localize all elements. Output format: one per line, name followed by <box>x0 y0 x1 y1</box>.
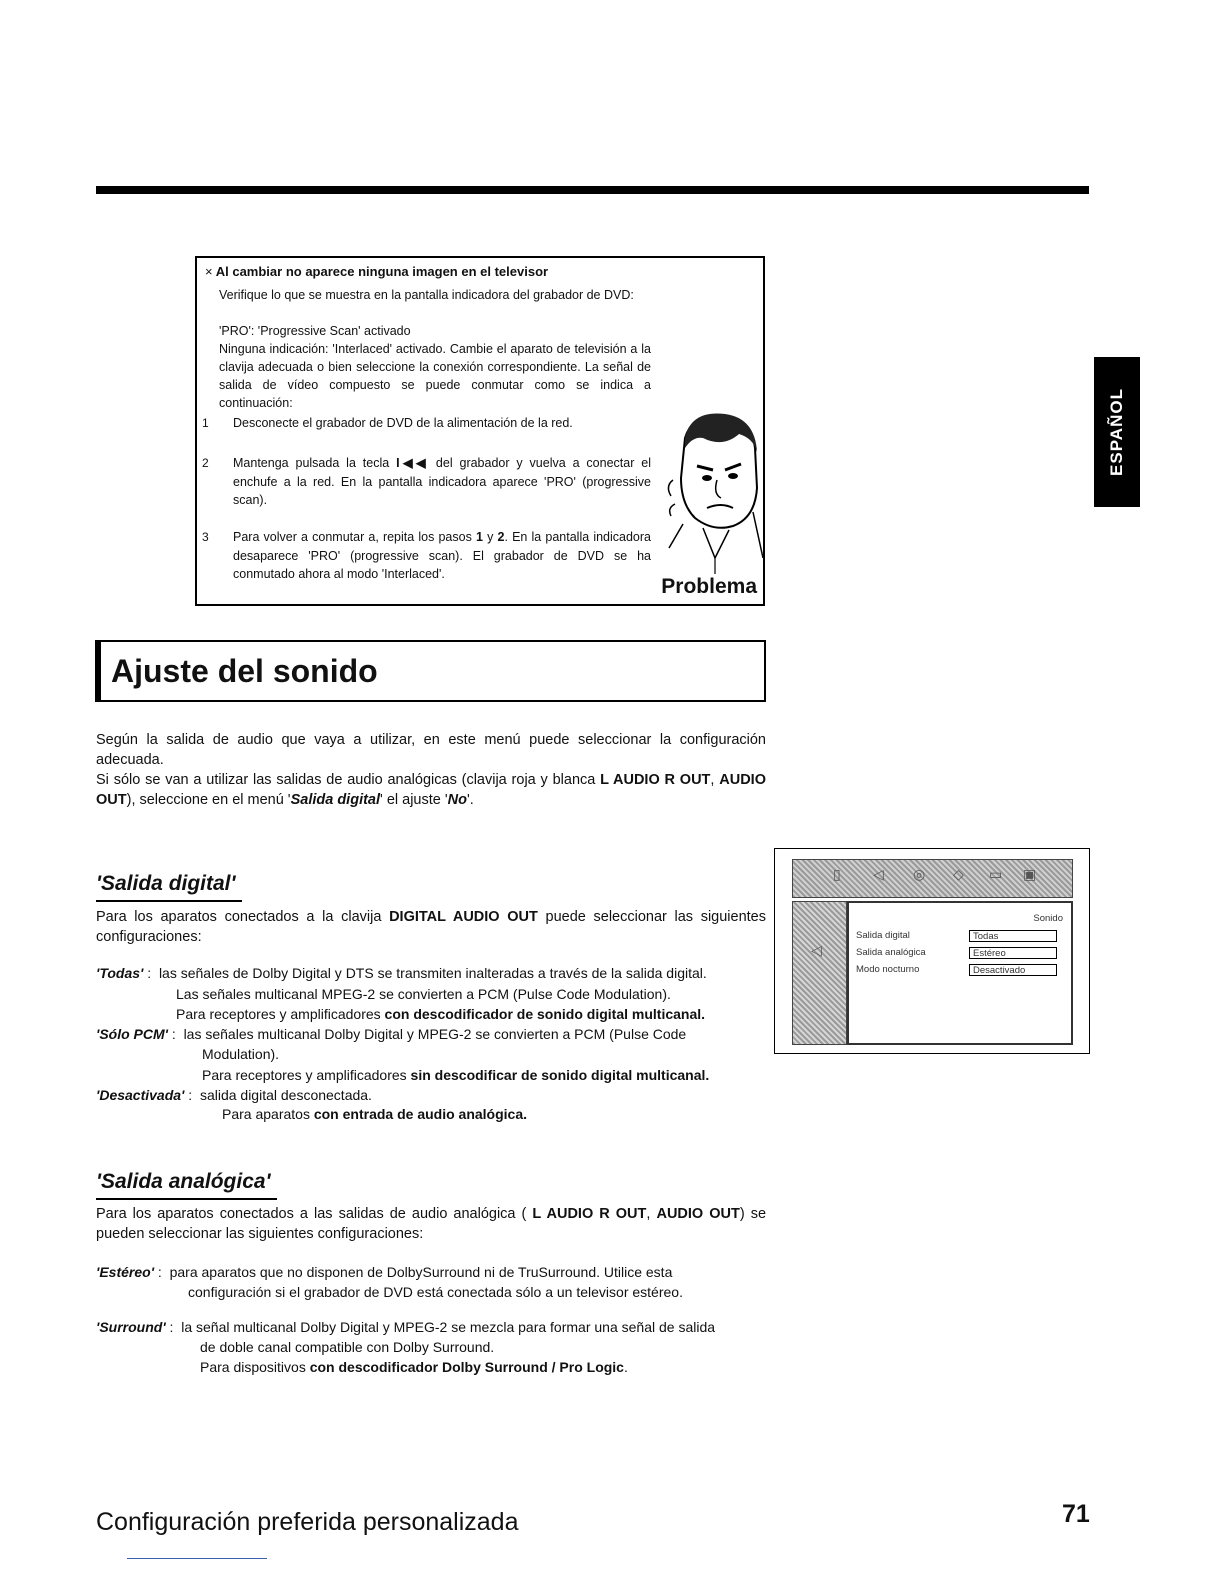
intro-paragraph-2: Si sólo se van a utilizar las salidas de audio analógicas (clavija roja y blanca L AUDIO R OUT, AUDIO OUT), seleccione en el menú 'Salida digital' el ajuste 'No'. <box>96 772 766 808</box>
features-icon: ◇ <box>953 866 964 882</box>
osd-row-label: Salida digital <box>856 930 910 941</box>
option-solo-pcm: 'Sólo PCM' : las señales multicanal Dolby Digital y MPEG-2 se convierten a PCM (Pulse Code <box>96 1026 687 1042</box>
analog-heading-rule <box>96 1198 277 1200</box>
option-desactivada: 'Desactivada' : salida digital desconectada. <box>96 1087 372 1103</box>
osd-screen-figure <box>774 848 1090 1054</box>
digital-heading: 'Salida digital' <box>96 872 236 895</box>
setup-icon: ▣ <box>1023 866 1037 882</box>
osd-menu-bar <box>792 859 1073 898</box>
osd-row-value: Desactivado <box>969 964 1057 976</box>
analog-heading: 'Salida analógica' <box>96 1170 271 1193</box>
option-pcm-line-3: Para receptores y amplificadores sin descodificar de sonido digital multicanal. <box>202 1067 710 1083</box>
problem-line-3: Ninguna indicación: 'Interlaced' activado. Cambie el aparato de televisión a la clavija adecuada o bien seleccione la conexión correspondiente. La señal de salida de vídeo compuesto se puede conmutar como se indica a continuación: <box>219 342 651 410</box>
problem-label: Problema <box>661 575 757 598</box>
footer-underline <box>127 1558 267 1559</box>
option-estereo: 'Estéreo' : para aparatos que no disponen de DolbySurround ni de TruSurround. Utilice esta <box>96 1264 673 1280</box>
option-surround: 'Surround' : la señal multicanal Dolby Digital y MPEG-2 se mezcla para formar una señal de salida <box>96 1319 716 1335</box>
footer-title: Configuración preferida personalizada <box>96 1508 519 1536</box>
option-desactivada-line-2: Para aparatos con entrada de audio analógica. <box>222 1106 528 1122</box>
picture-icon: ▯ <box>833 866 841 882</box>
problem-line-2: 'PRO': 'Progressive Scan' activado <box>219 324 411 338</box>
step-3-text: Para volver a conmutar a, repita los pasos 1 y 2. En la pantalla indicadora desaparece 'PRO' (progressive scan). El grabador de DVD se ha conmutado ahora al modo 'Interlaced'. <box>233 530 651 581</box>
step-2-text: Mantenga pulsada la tecla I◀◀ del grabador y vuelva a conectar el enchufe a la red. En la pantalla indicadora aparece 'PRO' (progressive scan). <box>233 456 651 507</box>
step-number: 2 <box>202 456 209 470</box>
problem-line-1: Verifique lo que se muestra en la pantalla indicadora del grabador de DVD: <box>219 288 634 302</box>
problem-box <box>195 256 765 606</box>
section-heading-box <box>95 640 766 702</box>
section-heading: Ajuste del sonido <box>111 653 378 689</box>
top-rule <box>96 186 1089 194</box>
osd-panel-title: Sonido <box>1033 913 1063 924</box>
intro-paragraph-1: Según la salida de audio que vaya a utilizar, en este menú puede seleccionar la configuración adecuada. <box>96 732 766 768</box>
option-todas-line-2: Las señales multicanal MPEG-2 se convierten a PCM (Pulse Code Modulation). <box>176 986 671 1002</box>
sound-icon: ◁ <box>873 866 884 882</box>
osd-row-value: Estéreo <box>969 947 1057 959</box>
speaker-icon: ◁ <box>811 942 822 958</box>
problem-title: × Al cambiar no aparece ninguna imagen en el televisor <box>205 264 549 279</box>
option-todas-line-3: Para receptores y amplificadores con descodificador de sonido digital multicanal. <box>176 1006 706 1022</box>
option-surround-line-3: Para dispositivos con descodificador Dolby Surround / Pro Logic. <box>200 1359 628 1375</box>
digital-description: Para los aparatos conectados a la clavija DIGITAL AUDIO OUT puede seleccionar las siguientes configuraciones: <box>96 909 767 945</box>
option-todas: 'Todas' : las señales de Dolby Digital y DTS se transmiten inalteradas a través de la salida digital. <box>96 965 707 981</box>
language-tab <box>1094 357 1140 507</box>
osd-side-bar <box>792 901 847 1045</box>
osd-sound-panel <box>847 901 1073 1045</box>
osd-row-value: Todas <box>969 930 1057 942</box>
language-icon: ◎ <box>913 866 926 882</box>
language-tab-label: ESPAÑOL <box>1107 388 1126 476</box>
option-pcm-line-2: Modulation). <box>202 1046 280 1062</box>
option-estereo-line-2: configuración si el grabador de DVD está conectada sólo a un televisor estéreo. <box>188 1284 683 1300</box>
remote-icon: ▭ <box>989 866 1003 882</box>
step-number: 1 <box>202 416 209 430</box>
osd-row-label: Modo nocturno <box>856 964 920 975</box>
analog-description: Para los aparatos conectados a las salidas de audio analógica ( L AUDIO R OUT, AUDIO OUT) se pueden seleccionar las siguientes configuraciones: <box>96 1206 767 1242</box>
page-number: 71 <box>1062 1500 1090 1528</box>
worried-man-illustration <box>663 408 767 578</box>
step-1-text: Desconecte el grabador de DVD de la alimentación de la red. <box>233 416 573 430</box>
step-number: 3 <box>202 530 209 544</box>
digital-heading-rule <box>96 900 242 902</box>
option-surround-line-2: de doble canal compatible con Dolby Surround. <box>200 1339 495 1355</box>
osd-row-label: Salida analógica <box>856 947 926 958</box>
